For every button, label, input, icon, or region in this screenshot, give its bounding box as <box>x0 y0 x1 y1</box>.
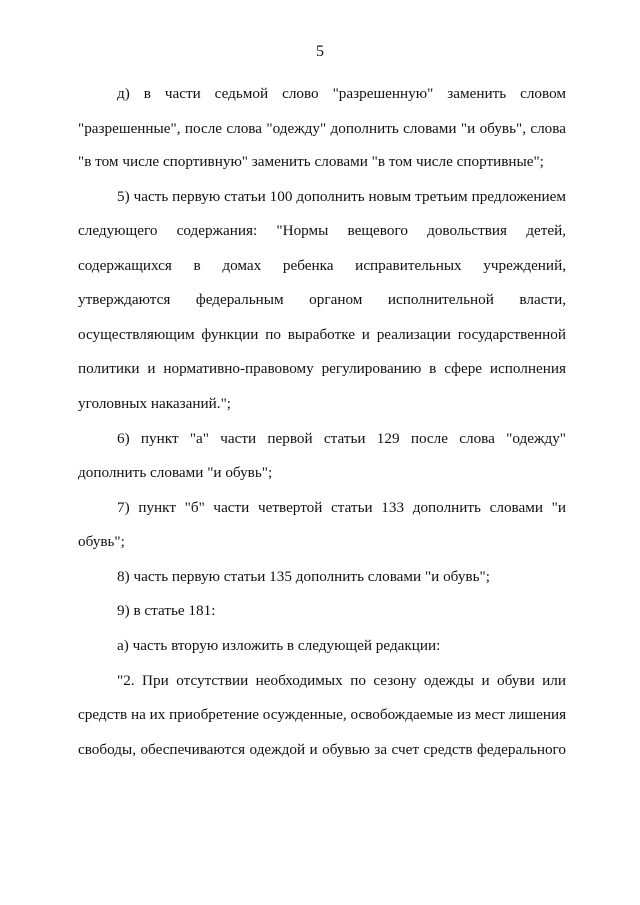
text-line: утверждаются федеральным органом исполнительной власти, <box>78 291 566 308</box>
text-line: "2. При отсутствии необходимых по сезону одежды и обуви или <box>117 672 566 689</box>
text-line: содержащихся в домах ребенка исправительных учреждений, <box>78 257 566 274</box>
text-line: "в том числе спортивную" заменить словами "в том числе спортивные"; <box>78 153 544 170</box>
text-line: дополнить словами "и обувь"; <box>78 464 273 481</box>
text-line: 9) в статье 181: <box>117 602 216 619</box>
text-line: обувь"; <box>78 533 125 550</box>
text-line: а) часть вторую изложить в следующей редакции: <box>117 637 441 654</box>
text-line: уголовных наказаний."; <box>78 395 232 412</box>
page-number: 5 <box>316 43 324 60</box>
text-line: "разрешенные", после слова "одежду" дополнить словами "и обувь", слова <box>78 120 566 137</box>
text-line: 6) пункт "а" части первой статьи 129 после слова "одежду" <box>117 430 566 447</box>
text-line: 5) часть первую статьи 100 дополнить новым третьим предложением <box>117 188 566 205</box>
text-line: политики и нормативно-правовому регулированию в сфере исполнения <box>78 360 566 377</box>
text-line: средств на их приобретение осужденные, освобождаемые из мест лишения <box>78 706 566 723</box>
text-line: следующего содержания: "Нормы вещевого довольствия детей, <box>78 222 566 239</box>
text-line: осуществляющим функции по выработке и реализации государственной <box>78 326 566 343</box>
text-line: 7) пункт "б" части четвертой статьи 133 дополнить словами "и <box>117 499 566 516</box>
text-line: свободы, обеспечиваются одеждой и обувью за счет средств федерального <box>78 741 566 758</box>
text-line: д) в части седьмой слово "разрешенную" заменить словом <box>117 85 566 102</box>
text-line: 8) часть первую статьи 135 дополнить словами "и обувь"; <box>117 568 490 585</box>
